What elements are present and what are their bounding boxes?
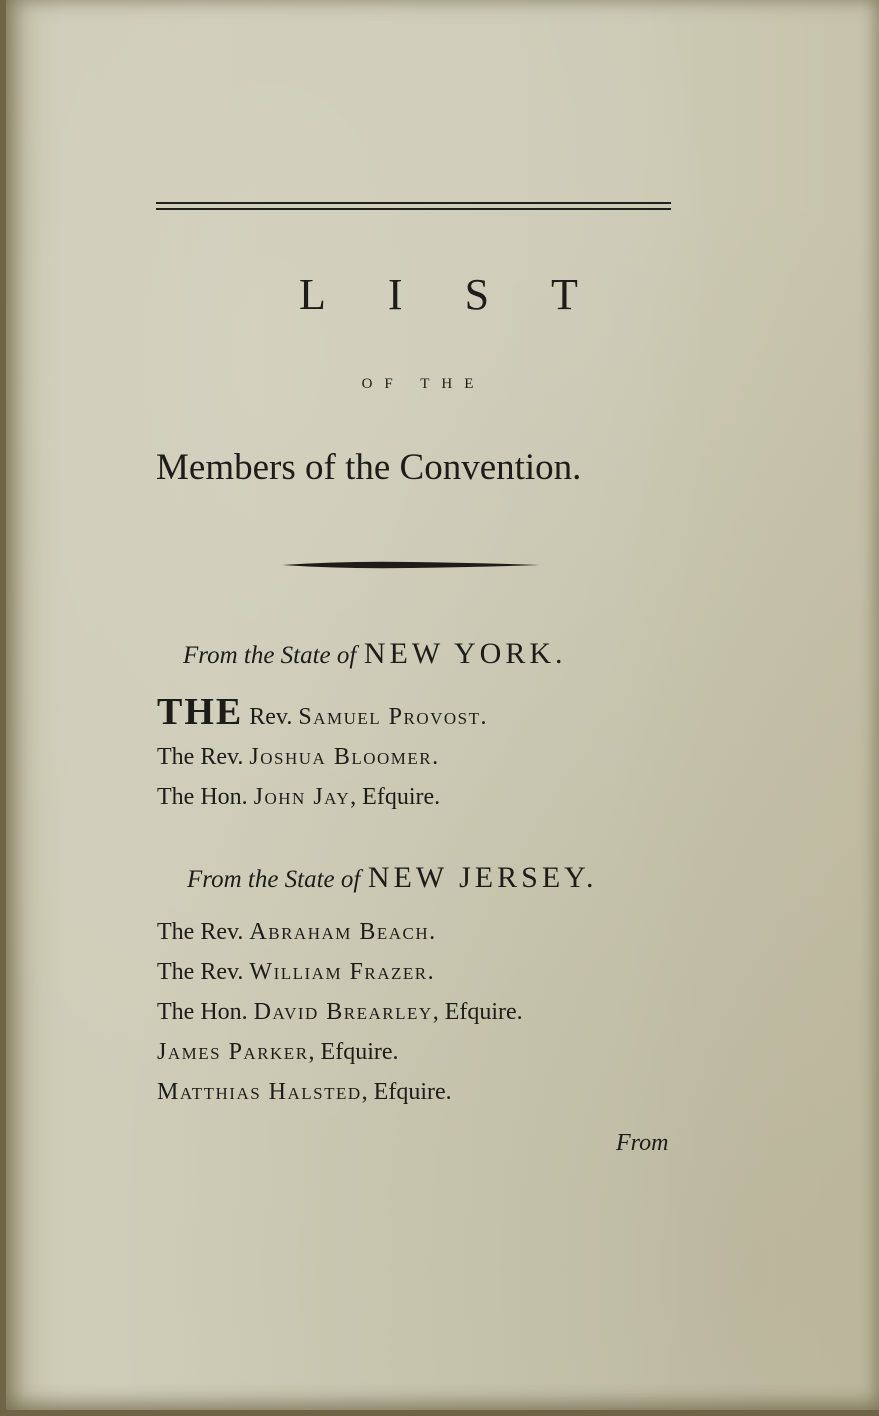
member-suffix: , Efquire. bbox=[432, 999, 523, 1025]
member-title: The Hon. bbox=[157, 999, 254, 1025]
member-name: Matthias Halsted bbox=[157, 1079, 362, 1105]
state-heading-new-york bbox=[183, 636, 567, 674]
state-name: NEW JERSEY. bbox=[367, 861, 598, 894]
page-subtitle: Members of the Convention. bbox=[156, 447, 582, 488]
member-suffix: , Efquire. bbox=[361, 1079, 452, 1105]
member-name: Samuel Provost bbox=[298, 704, 481, 730]
title-connector: OF THE bbox=[361, 376, 486, 392]
member-name: James Parker bbox=[157, 1039, 309, 1065]
member-title: The Hon. bbox=[157, 784, 254, 810]
list-item bbox=[157, 692, 487, 737]
ornamental-rule bbox=[282, 558, 540, 572]
member-title: The Rev. bbox=[157, 919, 250, 945]
member-suffix: . bbox=[480, 704, 487, 730]
list-item bbox=[157, 952, 523, 992]
page-title: LIST bbox=[299, 270, 640, 319]
drop-cap: THE bbox=[157, 691, 244, 733]
member-list-new-jersey bbox=[157, 912, 523, 1112]
member-suffix: . bbox=[429, 919, 436, 945]
double-rule-divider bbox=[156, 202, 671, 210]
member-name: John Jay bbox=[253, 784, 351, 810]
list-item bbox=[157, 1072, 523, 1112]
state-name: NEW YORK. bbox=[363, 637, 567, 670]
list-item bbox=[157, 777, 487, 817]
member-name: David Brearley bbox=[253, 999, 433, 1025]
member-suffix: . bbox=[427, 959, 434, 985]
list-item bbox=[157, 1032, 523, 1072]
list-item bbox=[157, 912, 523, 952]
state-heading-lead: From the State of bbox=[187, 866, 361, 893]
member-name: William Frazer bbox=[249, 959, 428, 985]
member-name: Joshua Bloomer bbox=[249, 744, 433, 770]
list-item bbox=[157, 737, 487, 777]
list-item bbox=[157, 992, 523, 1032]
catchword: From bbox=[616, 1130, 669, 1156]
member-title: The Rev. bbox=[157, 744, 250, 770]
member-title: The Rev. bbox=[157, 959, 250, 985]
member-name: Abraham Beach bbox=[249, 919, 430, 945]
member-title: Rev. bbox=[243, 704, 299, 730]
state-heading-new-jersey bbox=[187, 860, 597, 898]
state-heading-lead: From the State of bbox=[183, 642, 357, 669]
member-suffix: , Efquire. bbox=[308, 1039, 399, 1065]
member-suffix: . bbox=[432, 744, 439, 770]
member-suffix: , Efquire. bbox=[350, 784, 441, 810]
member-list-new-york bbox=[157, 692, 487, 817]
book-page bbox=[6, 0, 879, 1410]
